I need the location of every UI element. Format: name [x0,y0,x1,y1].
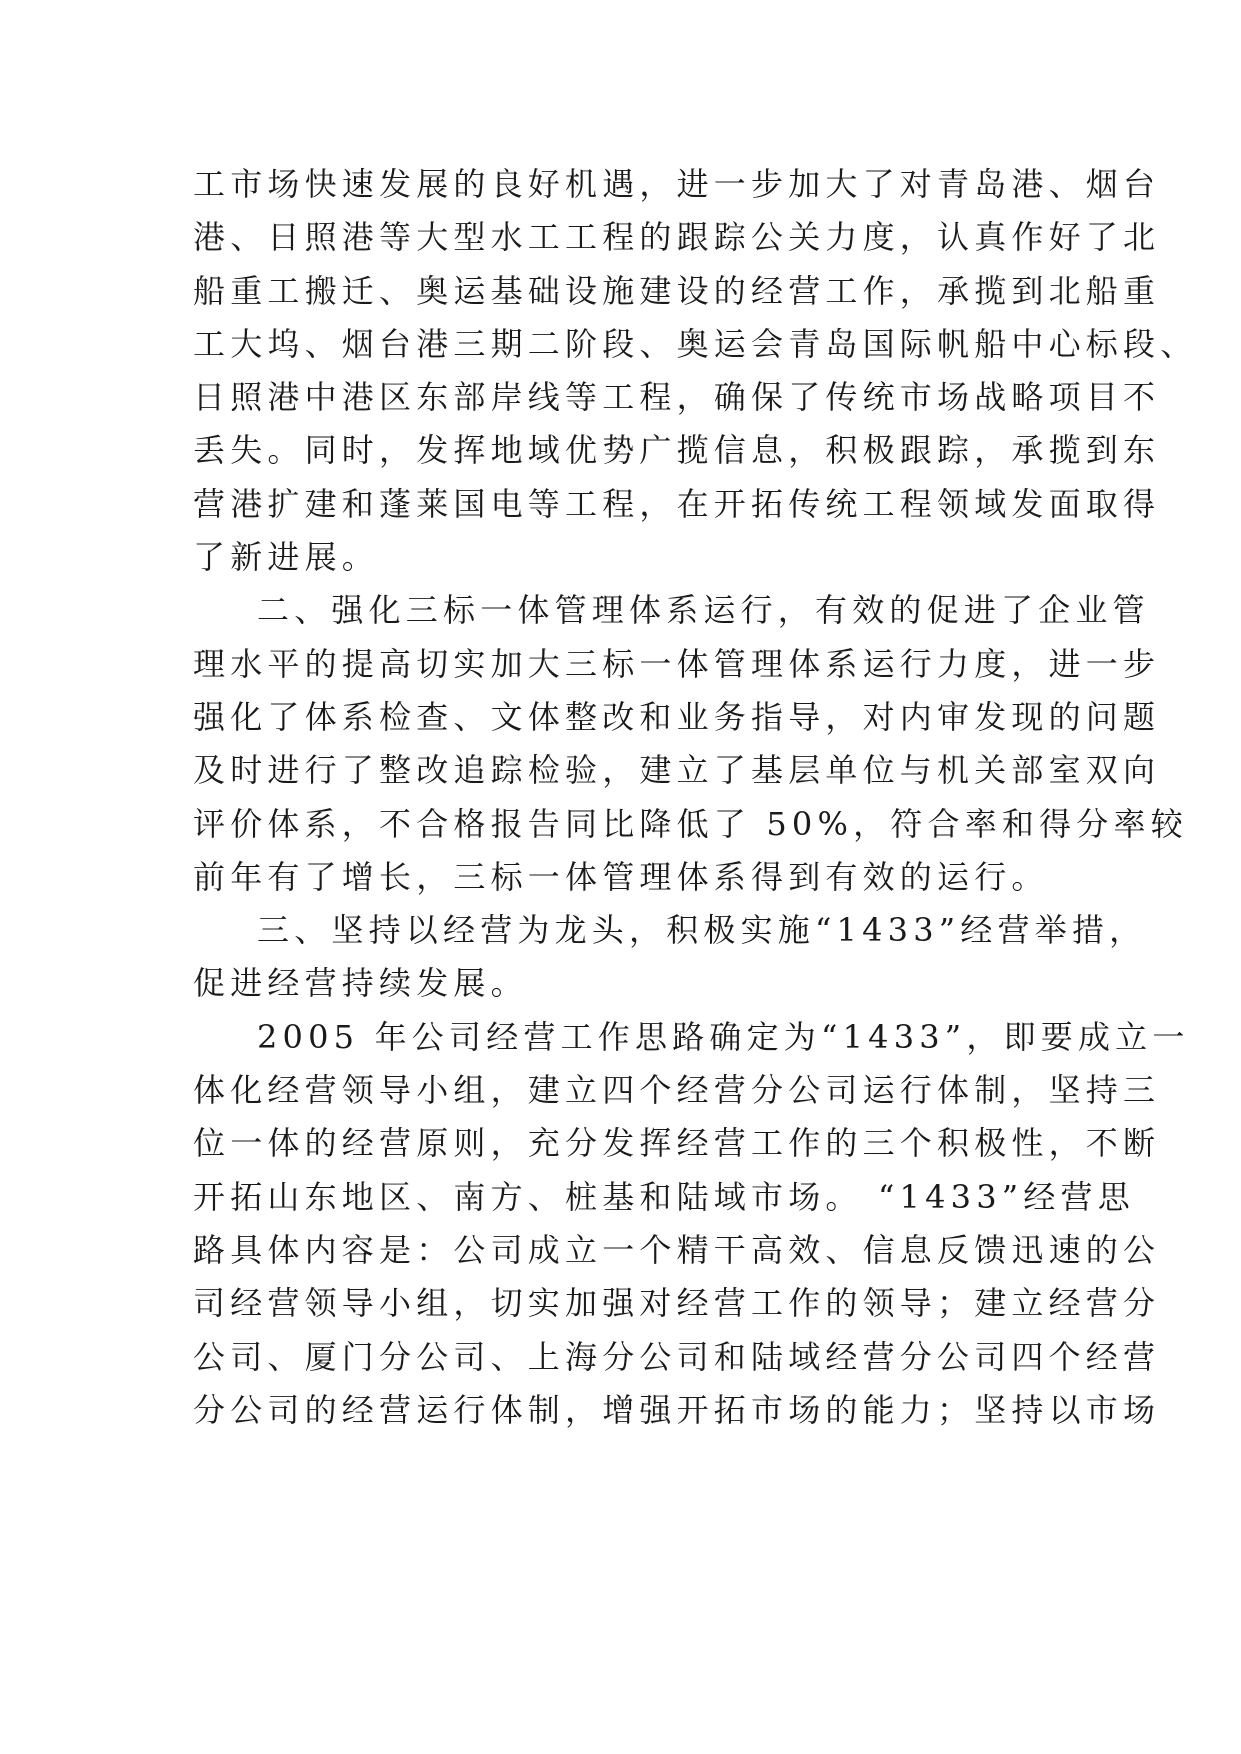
paragraph-3-heading-line: 三、坚持以经营为龙头，积极实施“1433”经营举措， [257,911,1147,950]
paragraph-4-line: 路具体内容是：公司成立一个精干高效、信息反馈迅速的公 [193,1230,1161,1269]
paragraph-1-line: 船重工搬迁、奥运基础设施建设的经营工作，承揽到北船重 [193,271,1161,310]
paragraph-4-line: 分公司的经营运行体制，增强开拓市场的能力；坚持以市场 [193,1390,1161,1429]
paragraph-2-heading-line: 二、强化三标一体管理体系运行，有效的促进了企业管 [257,591,1150,630]
document-body [193,158,1198,1437]
paragraph-4-line: 公司、厦门分公司、上海分公司和陆域经营分公司四个经营 [193,1337,1161,1376]
paragraph-1-line: 工市场快速发展的良好机遇，进一步加大了对青岛港、烟台 [193,165,1161,203]
paragraph-2-line: 评价体系，不合格报告同比降低了 50%，符合率和得分率较 [193,804,1188,843]
paragraph-4-line: 司经营领导小组，切实加强对经营工作的领导；建立经营分 [193,1284,1161,1323]
paragraph-1-line: 了新进展。 [193,538,380,577]
paragraph-2-line: 理水平的提高切实加大三标一体管理体系运行力度，进一步 [193,644,1161,683]
paragraph-2-line: 强化了体系检查、文体整改和业务指导，对内审发现的问题 [193,697,1161,736]
paragraph-2-line: 前年有了增长，三标一体管理体系得到有效的运行。 [193,857,1049,896]
paragraph-4-line: 2005 年公司经营工作思路确定为“1433”，即要成立一 [257,1017,1190,1056]
paragraph-1-line: 工大坞、烟台港三期二阶段、奥运会青岛国际帆船中心标段、 [193,324,1198,363]
paragraph-2-line: 及时进行了整改追踪检验，建立了基层单位与机关部室双向 [193,751,1161,790]
paragraph-3-line: 促进经营持续发展。 [193,964,528,1003]
paragraph-1-line: 营港扩建和蓬莱国电等工程，在开拓传统工程领域发面取得 [193,484,1161,523]
paragraph-1-line: 日照港中港区东部岸线等工程，确保了传统市场战略项目不 [193,378,1161,417]
paragraph-4-line: 位一体的经营原则，充分发挥经营工作的三个积极性，不断 [193,1124,1161,1163]
paragraph-4-line: 开拓山东地区、南方、桩基和陆域市场。 “1433”经营思 [193,1177,1135,1216]
paragraph-1-line: 港、日照港等大型水工工程的跟踪公关力度，认真作好了北 [193,218,1161,257]
paragraph-1-line: 丢失。同时，发挥地域优势广揽信息，积极跟踪，承揽到东 [193,431,1161,470]
paragraph-4-line: 体化经营领导小组，建立四个经营分公司运行体制，坚持三 [193,1071,1161,1110]
